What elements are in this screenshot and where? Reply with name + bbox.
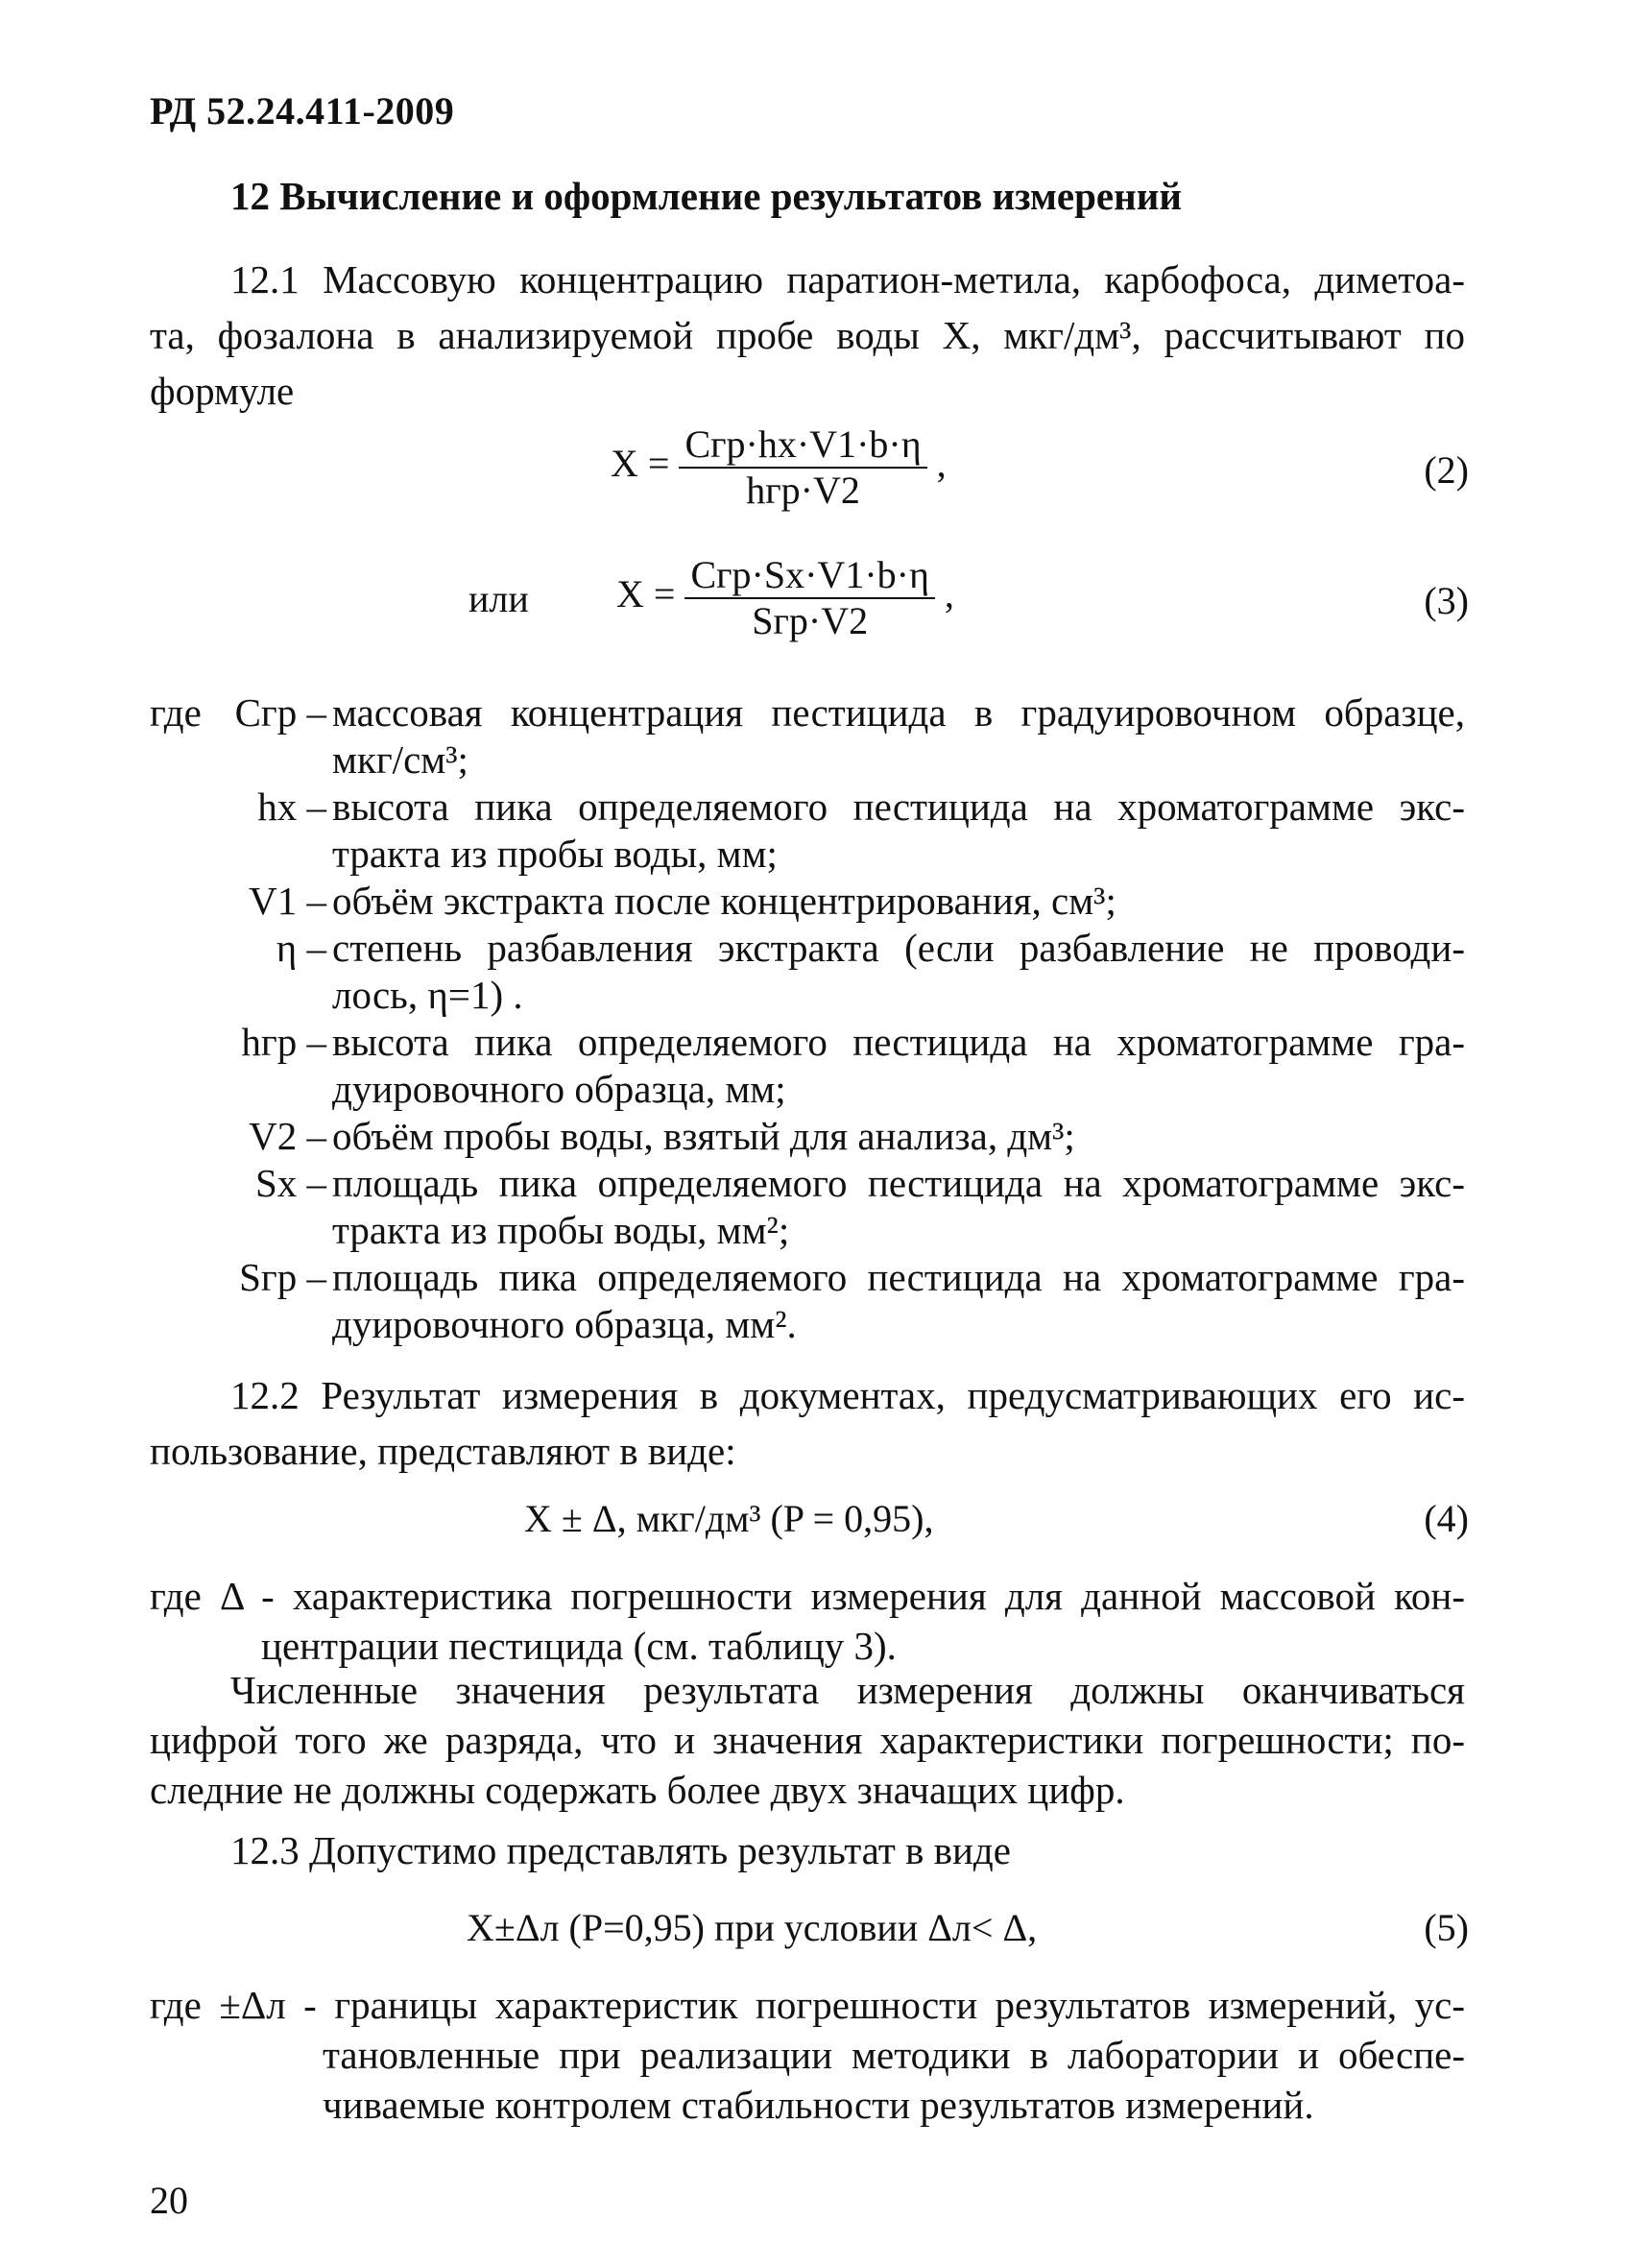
numeric-values-paragraph — [150, 1665, 1465, 1815]
formula-2 — [611, 422, 947, 513]
equation-number-4: (4) — [1424, 1497, 1469, 1540]
definition-line: площадь пика определяемого пестицида на хроматограмме гра- — [332, 1255, 1465, 1299]
formula-comma: , — [936, 442, 947, 486]
definition-line: площадь пика определяемого пестицида на хроматограмме экс- — [332, 1161, 1465, 1205]
paragraph-12-2 — [150, 1367, 1465, 1479]
paragraph-line: 12.3 Допустимо представлять результат в виде — [230, 1828, 1011, 1872]
formula-numerator: Cгр·hx·V1·b·η — [679, 422, 926, 469]
formula-3 — [616, 553, 954, 643]
paragraph-line: чиваемые контролем стабильности результатов измерений. — [323, 2083, 1314, 2127]
paragraph-line: центрации пестицида (см. таблицу 3). — [261, 1624, 897, 1668]
paragraph-line: Численные значения результата измерения должны оканчиваться — [230, 1668, 1465, 1712]
definition-line: дуировочного образца, мм; — [332, 1067, 786, 1111]
section-title: 12 Вычисление и оформление результатов измерений — [230, 174, 1182, 218]
definition-line: степень разбавления экстракта (если разбавление не проводи- — [332, 926, 1465, 970]
definition-symbol: hx – — [257, 784, 326, 829]
definition-line: объём экстракта после концентрирования, см³; — [332, 879, 1116, 923]
page-number: 20 — [150, 2179, 188, 2222]
paragraph-12-3 — [150, 1822, 1465, 1878]
paragraph-12-1 — [150, 252, 1465, 419]
paragraph-line: та, фозалона в анализируемой пробе воды X, мкг/дм³, рассчитывают по — [150, 313, 1465, 357]
definition-text — [332, 1254, 1465, 1348]
definition-line: высота пика определяемого пестицида на хроматограмме гра- — [332, 1020, 1465, 1064]
formula-denominator: Sгр·V2 — [752, 599, 869, 642]
definition-line: тракта из пробы воды, мм; — [332, 832, 778, 876]
formula-3-prefix: или — [468, 577, 529, 620]
paragraph-line: 12.1 Массовую концентрацию паратион-метила, карбофоса, диметоа- — [230, 257, 1465, 302]
definition-line: мкг/см³; — [332, 737, 468, 782]
formula-fraction — [684, 553, 934, 643]
definition-symbol: Sгр – — [239, 1255, 326, 1299]
definition-line: лось, η=1) . — [332, 973, 523, 1017]
paragraph-line: пользование, представляют в виде: — [150, 1429, 736, 1473]
definition-text — [332, 925, 1465, 1019]
paragraph-line: следние не должны содержать более двух значащих цифр. — [150, 1768, 1125, 1812]
formula-lhs: X = — [616, 572, 676, 616]
paragraph-line: тановленные при реализации методики в лаборатории и обеспе- — [323, 2033, 1465, 2077]
paragraph-line: где ±Δл - границы характеристик погрешности результатов измерений, ус- — [150, 1983, 1465, 2027]
definition-line: дуировочного образца, мм². — [332, 1302, 797, 1346]
equation-number-3: (3) — [1424, 579, 1469, 622]
formula-comma: , — [944, 572, 954, 616]
definition-line: массовая концентрация пестицида в градуировочном образце, — [332, 690, 1465, 735]
definition-text — [332, 689, 1465, 784]
definition-symbol: V1 – — [249, 879, 326, 923]
document-code: РД 52.24.411-2009 — [150, 89, 455, 133]
definition-text — [332, 1113, 1465, 1160]
paragraph-line: 12.2 Результат измерения в документах, предусматривающих его ис- — [230, 1373, 1465, 1417]
definition-line: высота пика определяемого пестицида на хроматограмме экс- — [332, 784, 1465, 829]
formula-numerator: Cгр·Sx·V1·b·η — [684, 553, 934, 599]
definition-symbol: η – — [276, 926, 326, 970]
definition-text — [332, 784, 1465, 878]
definition-symbol: V2 – — [249, 1114, 326, 1158]
definition-symbol: Sx – — [254, 1161, 326, 1205]
formula-lhs: X = — [611, 442, 670, 486]
equation-number-5: (5) — [1424, 1906, 1469, 1949]
formula-5: X±Δл (P=0,95) при условии Δл< Δ, — [467, 1906, 1038, 1949]
definition-text — [332, 878, 1465, 925]
delta-definition — [150, 1571, 1465, 1671]
formula-fraction — [679, 422, 926, 513]
paragraph-line: формуле — [150, 369, 295, 413]
definitions-list — [0, 689, 1632, 1346]
definition-symbol: hгр – — [241, 1020, 326, 1064]
definition-symbol: Cгр – — [234, 690, 326, 735]
deltal-definition — [150, 1980, 1465, 2130]
equation-number-2: (2) — [1424, 448, 1469, 492]
definition-text — [332, 1019, 1465, 1113]
definition-text — [332, 1160, 1465, 1254]
formula-4: X ± Δ, мкг/дм³ (P = 0,95), — [524, 1497, 934, 1540]
definition-line: тракта из пробы воды, мм²; — [332, 1208, 790, 1252]
formula-denominator: hгр·V2 — [746, 469, 860, 512]
definition-line: объём пробы воды, взятый для анализа, дм³; — [332, 1114, 1075, 1158]
paragraph-line: где Δ - характеристика погрешности измерения для данной массовой кон- — [150, 1574, 1465, 1618]
where-label: где — [150, 690, 202, 735]
paragraph-line: цифрой того же разряда, что и значения характеристики погрешности; по- — [150, 1718, 1465, 1762]
